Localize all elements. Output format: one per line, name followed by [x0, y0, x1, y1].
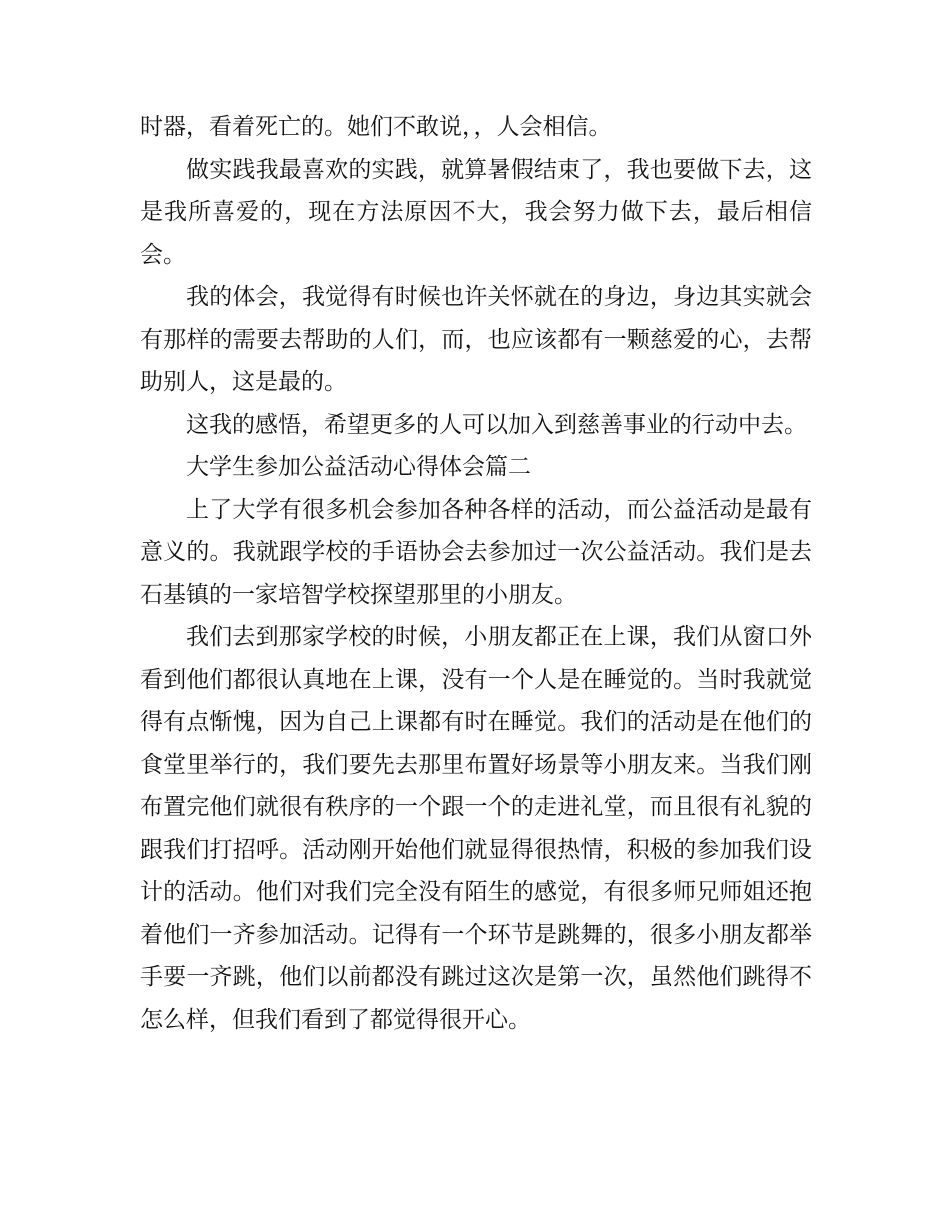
paragraph-continued: 时器，看着死亡的。她们不敢说，，人会相信。 — [140, 114, 612, 140]
paragraph-practice: 做实践我最喜欢的实践，就算暑假结束了，我也要做下去，这是我所喜爱的，现在方法原因不大，我会努力做下去，最后相信会。 — [140, 156, 812, 268]
paragraph-activity: 我们去到那家学校的时候，小朋友都正在上课，我们从窗口外看到他们都很认真地在上课，没有一个人是在睡觉的。当时我就觉得有点惭愧，因为自己上课都有时在睡觉。我们的活动是在他们的食堂里举行的，我们要先去那里布置好场景等小朋友来。当我们刚布置完他们就很有秩序的一个跟一个的走进礼堂，而且很有礼貌的跟我们打招呼。活动刚开始他们就显得很热情，积极的参加我们设计的活动。他们对我们完全没有陌生的感觉，有很多师兄师姐还抱着他们一齐参加活动。记得有一个环节是跳舞的，很多小朋友都举手要一齐跳，他们以前都没有跳过这次是第一次，虽然他们跳得不怎么样，但我们看到了都觉得很开心。 — [140, 624, 812, 1033]
section-heading: 大学生参加公益活动心得体会篇二 — [186, 454, 531, 480]
paragraph-reflection: 我的体会，我觉得有时候也许关怀就在的身边，身边其实就会有那样的需要去帮助的人们，而，也应该都有一颗慈爱的心，去帮助别人，这是最的。 — [140, 284, 812, 395]
document-page — [140, 106, 812, 1041]
paragraph-hope: 这我的感悟，希望更多的人可以加入到慈善事业的行动中去。 — [186, 411, 807, 438]
paragraph-intro: 上了大学有很多机会参加各种各样的活动，而公益活动是最有意义的。我就跟学校的手语协会去参加过一次公益活动。我们是去石基镇的一家培智学校探望那里的小朋友。 — [140, 496, 812, 608]
